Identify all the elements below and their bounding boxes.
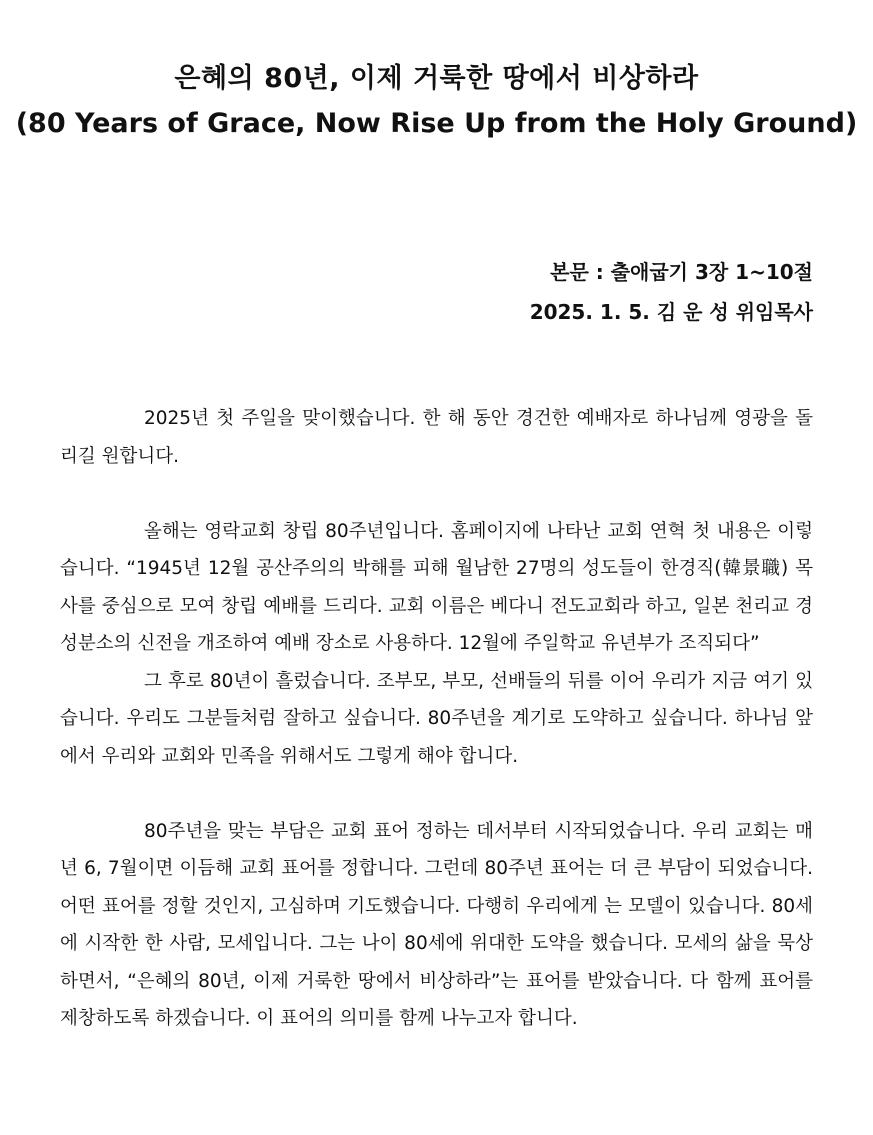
paragraph-4: 80주년을 맞는 부담은 교회 표어 정하는 데서부터 시작되었습니다. 우리 교회는 매년 6, 7월이면 이듬해 교회 표어를 정합니다. 그런데 80주년 표어는 더 큰 부담이 되었습니다. 어떤 표어를 정할 것인지, 고심하며 기도했습니다. 다행히 우리에게 는 모델이 있습니다. 80세에 시작한 한 사람, 모세입니다. 그는 나이 80세에 위대한 도약을 했습니다. 모세의 삶을 묵상하면서, “은혜의 80년, 이제 거룩한 땅에서 비상하라”는 표어를 받았습니다. 다 함께 표어를 제창하도록 하겠습니다. 이 표어의 의미를 함께 나누고자 합니다. bbox=[60, 820, 813, 1029]
date-and-preacher: 2025. 1. 5. 김 운 성 위임목사 bbox=[529, 300, 813, 324]
sermon-title-korean: 은혜의 80년, 이제 거룩한 땅에서 비상하라 bbox=[174, 63, 699, 94]
sermon-meta bbox=[530, 252, 813, 332]
paragraph-3: 그 후로 80년이 흘렀습니다. 조부모, 부모, 선배들의 뒤를 이어 우리가 지금 여기 있습니다. 우리도 그분들처럼 잘하고 싶습니다. 80주년을 계기로 도약하고 싶습니다. 하나님 앞에서 우리와 교회와 민족을 위해서도 그렇게 해야 합니다. bbox=[60, 670, 813, 767]
paragraph-spacer bbox=[60, 775, 813, 813]
paragraph-2: 올해는 영락교회 창립 80주년입니다. 홈페이지에 나타난 교회 연혁 첫 내용은 이렇습니다. “1945년 12월 공산주의의 박해를 피해 월남한 27명의 성도들이 한경직(韓景職) 목사를 중심으로 모여 창립 예배를 드리다. 교회 이름은 베다니 전도교회라 하고, 일본 천리교 경성분소의 신전을 개조하여 예배 장소로 사용하다. 12월에 주일학교 유년부가 조직되다” bbox=[60, 520, 813, 654]
sermon-title-english: (80 Years of Grace, Now Rise Up from the Holy Ground) bbox=[15, 108, 858, 139]
paragraph-1: 2025년 첫 주일을 맞이했습니다. 한 해 동안 경건한 예배자로 하나님께 영광을 돌리길 원합니다. bbox=[60, 408, 814, 467]
sermon-body bbox=[60, 400, 813, 1038]
scripture-reference: 본문 : 출애굽기 3장 1~10절 bbox=[550, 260, 813, 284]
paragraph-spacer bbox=[60, 475, 813, 513]
